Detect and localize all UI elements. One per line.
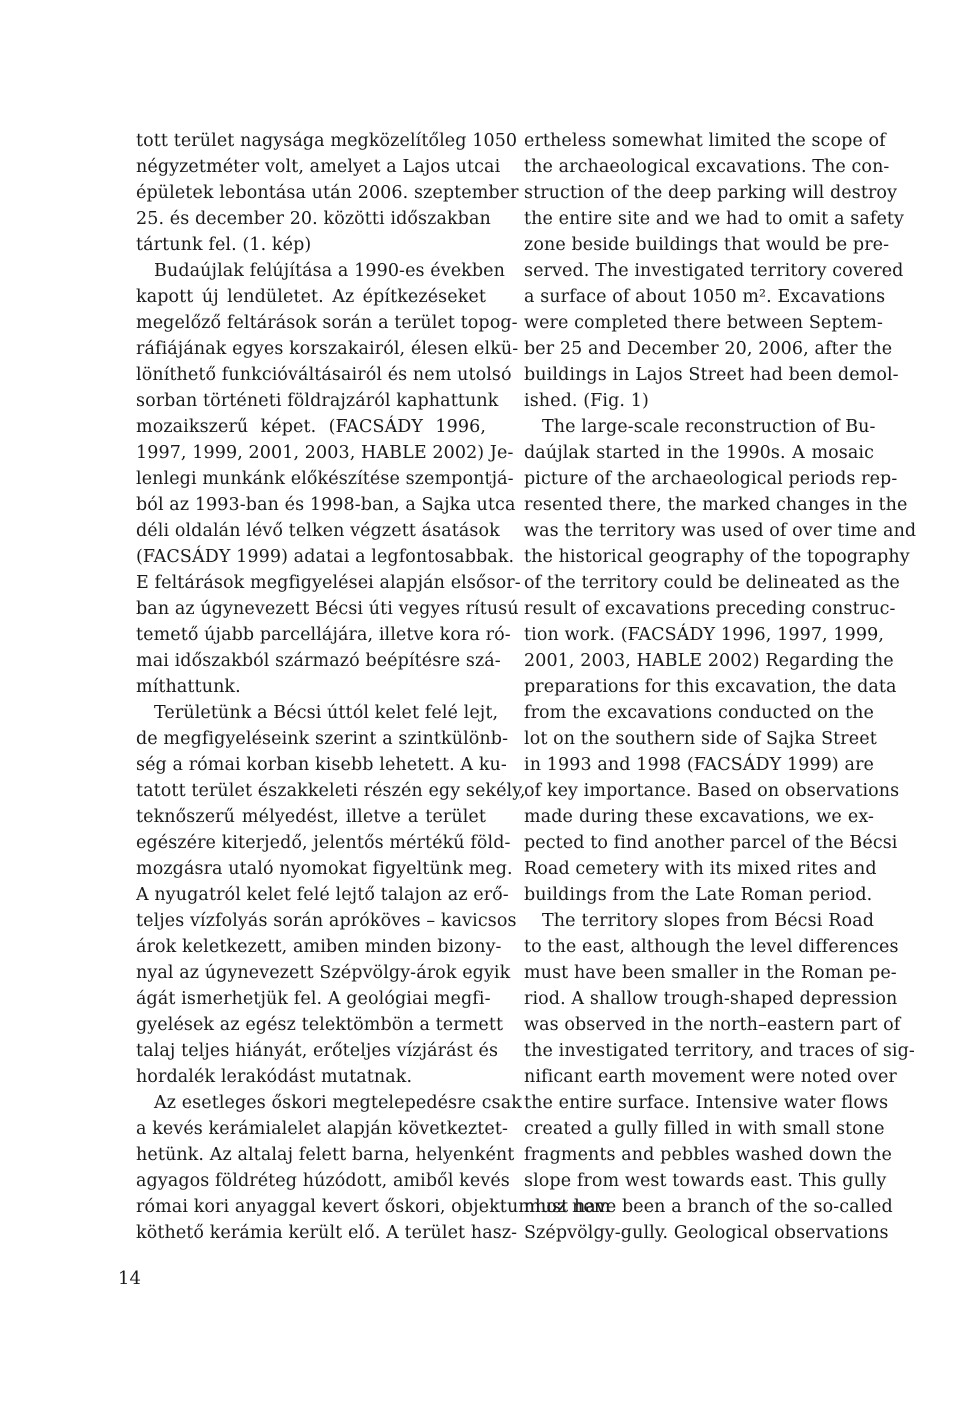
text-line: ráfiájának egyes korszakairól, élesen elkü- xyxy=(136,339,519,359)
text-line: egészére kiterjedő, jelentős mértékű föld- xyxy=(136,833,511,853)
text-line: result of excavations preceding construc- xyxy=(524,599,896,619)
text-line: The large-scale reconstruction of Bu- xyxy=(542,417,876,437)
text-line: zone beside buildings that would be pre- xyxy=(524,235,890,255)
text-line: created a gully filled in with small stone xyxy=(524,1119,885,1139)
text-line: struction of the deep parking will destroy xyxy=(524,183,898,203)
text-line: a surface of about 1050 m². Excavations xyxy=(524,287,886,307)
text-line: löníthető funkcióváltásairól és nem utolsó xyxy=(136,365,512,385)
text-line: buildings from the Late Roman period. xyxy=(524,885,873,905)
text-line: of the territory could be delineated as the xyxy=(524,573,900,593)
text-line: talaj teljes hiányát, erőteljes vízjárást és xyxy=(136,1041,499,1061)
text-line: ished. (Fig. 1) xyxy=(524,391,649,411)
text-line: made during these excavations, we ex- xyxy=(524,807,874,827)
right-text-column xyxy=(524,128,917,1246)
text-line: árok keletkezett, amiben minden bizony- xyxy=(136,937,502,957)
text-line: 2001, 2003, HABLE 2002) Regarding the xyxy=(524,651,894,671)
text-line: picture of the archaeological periods rep- xyxy=(524,469,898,489)
text-line: nyal az úgynevezett Szépvölgy-árok egyik xyxy=(136,963,511,983)
text-line: ber 25 and December 20, 2006, after the xyxy=(524,339,893,359)
text-line: déli oldalán lévő telken végzett ásatások xyxy=(136,521,500,541)
text-line: négyzetméter volt, amelyet a Lajos utcai xyxy=(136,157,501,177)
text-line: E feltárások megfigyelései alapján elsősor- xyxy=(136,573,521,593)
text-line: lot on the southern side of Sajka Street xyxy=(524,729,877,749)
text-line: mozaikszerű képet. (FACSÁDY 1996, xyxy=(136,417,486,437)
text-line: hetünk. Az altalaj felett barna, helyenként xyxy=(136,1145,515,1165)
text-line: was observed in the north–eastern part of xyxy=(524,1015,901,1035)
text-line: the archaeological excavations. The con- xyxy=(524,157,890,177)
text-line: ban az úgynevezett Bécsi úti vegyes rítusú xyxy=(136,599,519,619)
text-line: mai időszakból származó beépítésre szá- xyxy=(136,651,501,671)
text-line: served. The investigated territory covered xyxy=(524,261,904,281)
text-line: Budaújlak felújítása a 1990-es években xyxy=(154,261,506,281)
text-line: ágát ismerhetjük fel. A geológiai megfi- xyxy=(136,989,491,1009)
text-line: in 1993 and 1998 (FACSÁDY 1999) are xyxy=(524,755,874,775)
page-number: 14 xyxy=(118,1268,141,1289)
text-line: tatott terület északkeleti részén egy sekély, xyxy=(136,781,526,801)
text-line: buildings in Lajos Street had been demol- xyxy=(524,365,899,385)
text-line: of key importance. Based on observations xyxy=(524,781,900,801)
text-line: were completed there between Septem- xyxy=(524,313,883,333)
text-line: nificant earth movement were noted over xyxy=(524,1067,897,1087)
text-line: riod. A shallow trough-shaped depression xyxy=(524,989,898,1009)
text-line: míthattunk. xyxy=(136,677,241,697)
text-line: római kori anyaggal kevert őskori, objektumhoz nem xyxy=(136,1197,611,1217)
text-line: resented there, the marked changes in the xyxy=(524,495,908,515)
text-line: tártunk fel. (1. kép) xyxy=(136,235,312,255)
text-line: 1997, 1999, 2001, 2003, HABLE 2002) Je- xyxy=(136,443,514,463)
text-line: the historical geography of the topography xyxy=(524,547,910,567)
text-line: agyagos földréteg húzódott, amiből kevés xyxy=(136,1171,510,1191)
text-line: de megfigyeléseink szerint a szintkülönb- xyxy=(136,729,509,749)
text-line: teljes vízfolyás során apróköves – kavicsos xyxy=(136,911,517,931)
text-line: Az esetleges őskori megtelepedésre csak xyxy=(154,1093,522,1113)
text-line: Road cemetery with its mixed rites and xyxy=(524,859,877,879)
text-line: must have been smaller in the Roman pe- xyxy=(524,963,897,983)
text-line: from the excavations conducted on the xyxy=(524,703,874,723)
text-line: pected to find another parcel of the Bécsi xyxy=(524,833,898,853)
text-line: preparations for this excavation, the data xyxy=(524,677,897,697)
text-line: ség a római korban kisebb lehetett. A ku- xyxy=(136,755,507,775)
text-line: A nyugatról kelet felé lejtő talajon az erő- xyxy=(136,885,509,905)
text-line: the entire site and we had to omit a safety xyxy=(524,209,905,229)
text-line: gyelések az egész telektömbön a termett xyxy=(136,1015,504,1035)
text-line: megelőző feltárások során a terület topog- xyxy=(136,313,518,333)
text-line: the entire surface. Intensive water flows xyxy=(524,1093,889,1113)
text-line: teknőszerű mélyedést, illetve a terület xyxy=(136,807,486,827)
text-line: Területünk a Bécsi úttól kelet felé lejt, xyxy=(154,703,499,723)
text-line: was the territory was used of over time and xyxy=(524,521,917,541)
text-line: tott terület nagysága megközelítőleg 1050 xyxy=(136,131,518,151)
text-line: 25. és december 20. közötti időszakban xyxy=(136,209,491,229)
text-line: The territory slopes from Bécsi Road xyxy=(542,911,874,931)
text-line: must have been a branch of the so-called xyxy=(524,1197,893,1217)
text-line: mozgásra utaló nyomokat figyeltünk meg. xyxy=(136,859,513,879)
text-line: slope from west towards east. This gully xyxy=(524,1171,887,1191)
text-line: the investigated territory, and traces of sig- xyxy=(524,1041,915,1061)
text-line: fragments and pebbles washed down the xyxy=(524,1145,892,1165)
text-line: köthető kerámia került elő. A terület hasz- xyxy=(136,1223,518,1243)
text-line: to the east, although the level differences xyxy=(524,937,899,957)
text-line: ból az 1993-ban és 1998-ban, a Sajka utca xyxy=(136,495,516,515)
text-line: Szépvölgy-gully. Geological observations xyxy=(524,1223,889,1243)
text-line: épületek lebontása után 2006. szeptember xyxy=(136,183,519,203)
text-line: a kevés kerámialelet alapján következtet- xyxy=(136,1119,509,1139)
text-line: temető újabb parcellájára, illetve kora ró- xyxy=(136,625,511,645)
text-line: ertheless somewhat limited the scope of xyxy=(524,131,886,151)
text-line: kapott új lendületet. Az építkezéseket xyxy=(136,287,486,307)
text-line: sorban történeti földrajzáról kaphattunk xyxy=(136,391,499,411)
text-line: (FACSÁDY 1999) adatai a legfontosabbak. xyxy=(136,547,515,567)
text-line: daújlak started in the 1990s. A mosaic xyxy=(524,443,874,463)
text-line: lenlegi munkánk előkészítése szempontjá- xyxy=(136,469,514,489)
text-line: tion work. (FACSÁDY 1996, 1997, 1999, xyxy=(524,625,884,645)
text-line: hordalék lerakódást mutatnak. xyxy=(136,1067,413,1087)
